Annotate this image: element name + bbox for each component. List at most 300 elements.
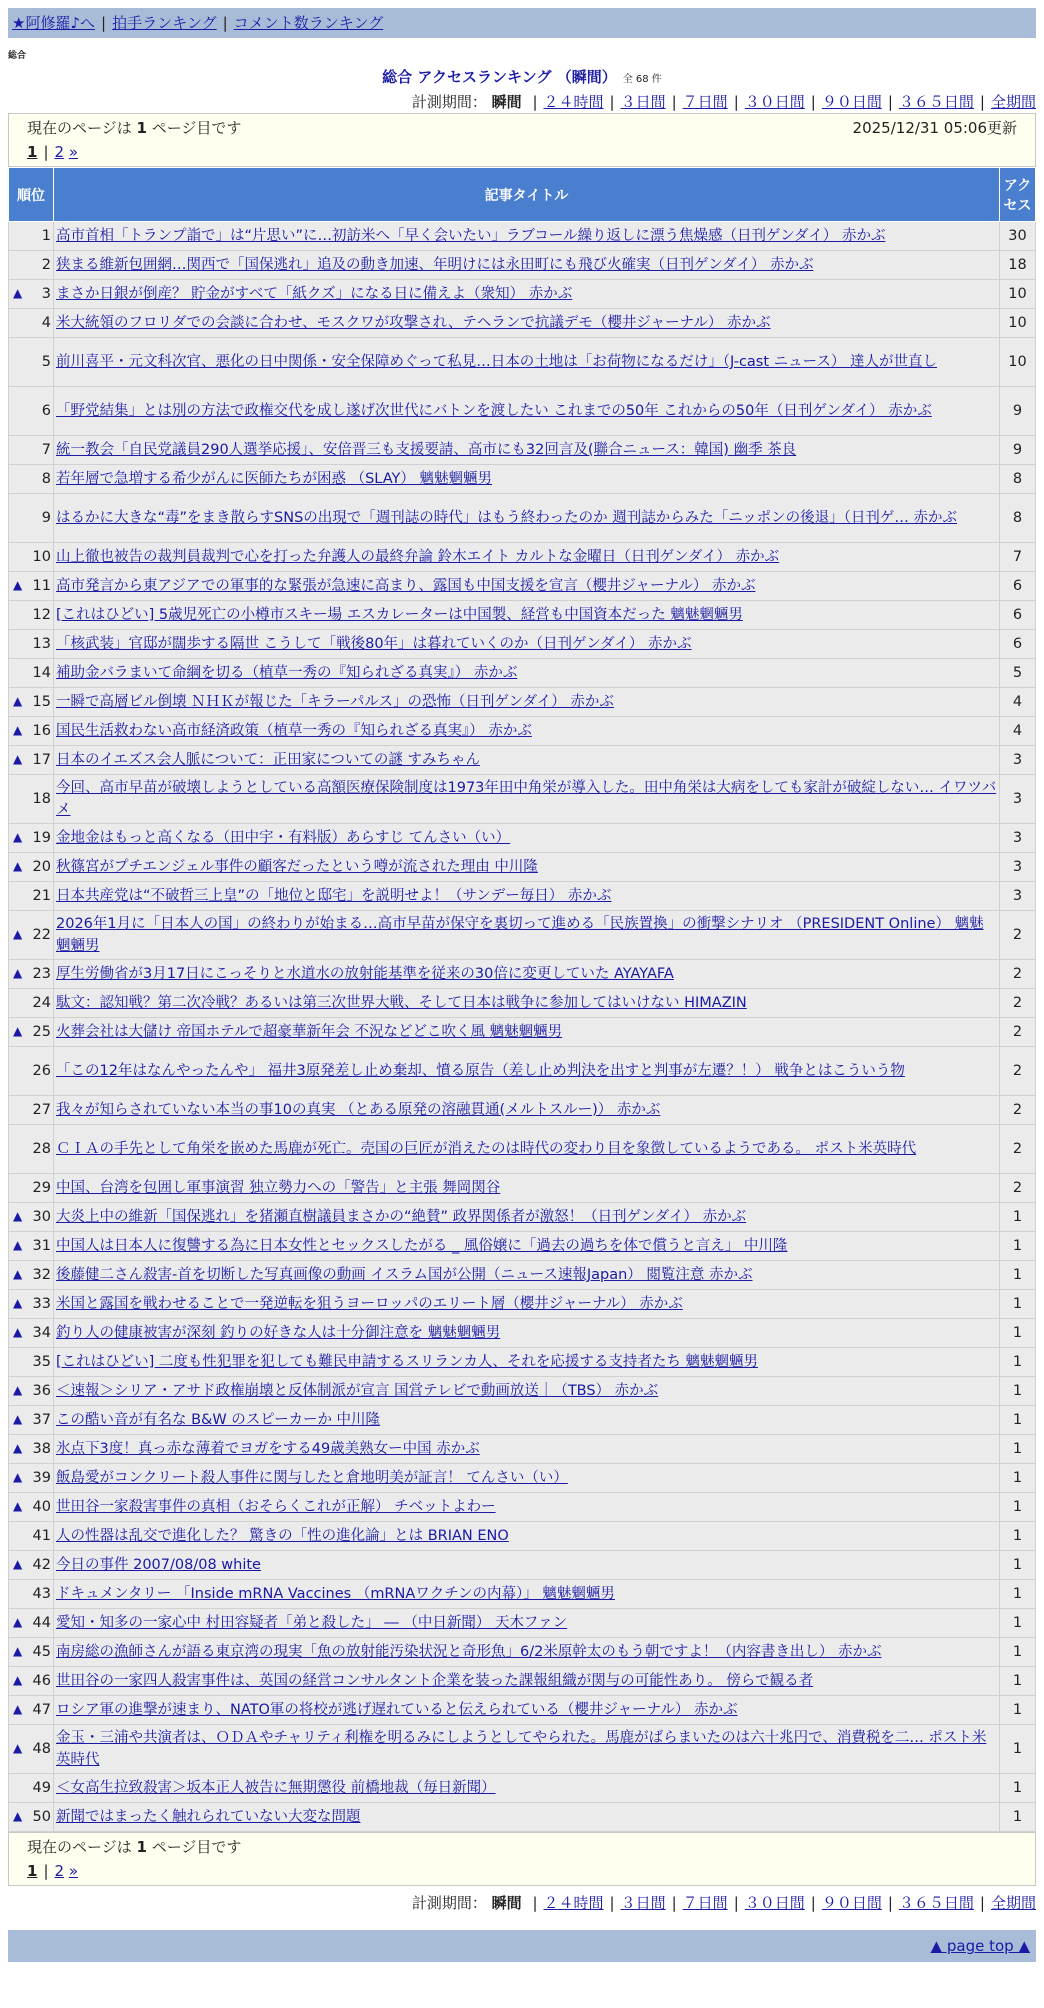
rank-number: 37: [32, 1412, 51, 1428]
rank-cell: [9, 1435, 54, 1464]
rank-cell: [9, 309, 54, 338]
table-row: [9, 222, 1036, 251]
table-row: [9, 387, 1036, 436]
article-link[interactable]: 若年層で急増する希少がんに医師たちが困惑 （SLAY） 魑魅魍魎男: [56, 471, 492, 487]
title-cell: [54, 1725, 1000, 1774]
rank-number: 21: [32, 888, 51, 904]
rank-cell: [9, 601, 54, 630]
access-count: 6: [1000, 630, 1036, 659]
rank-cell: [9, 280, 54, 309]
table-row: [9, 1174, 1036, 1203]
rank-number: 44: [32, 1615, 51, 1631]
article-link[interactable]: 米国と露国を戦わせることで一発逆転を狙うヨーロッパのエリート層（櫻井ジャーナル） 赤かぶ: [56, 1296, 683, 1312]
rank-cell: [9, 387, 54, 436]
article-link[interactable]: 前川喜平・元文科次官、悪化の日中関係・安全保障めぐって私見…日本の土地は「お荷物になるだけ」（J-cast ニュース） 達人が世直し: [56, 354, 938, 370]
rank-number: 2: [41, 257, 51, 273]
page-info-bottom: [8, 1832, 1036, 1886]
table-row: [9, 911, 1036, 960]
rank-number: 40: [32, 1499, 51, 1515]
access-count: 10: [1000, 309, 1036, 338]
article-link[interactable]: 駄文：認知戦？第二次冷戦？あるいは第三次世界大戦、そして日本は戦争に参加してはいけない HIMAZIN: [56, 995, 747, 1011]
article-link[interactable]: 飯島愛がコンクリート殺人事件に関与したと倉地明美が証言！ てんさい（い）: [56, 1470, 568, 1486]
up-arrow-icon: ▲: [13, 1702, 23, 1716]
rank-cell: [9, 882, 54, 911]
rank-number: 32: [32, 1267, 51, 1283]
period-current: 瞬間: [491, 1894, 522, 1912]
article-link[interactable]: 秋篠宮がプチエンジェル事件の顧客だったという噂が流された理由 中川隆: [56, 859, 538, 875]
rank-cell: [9, 1290, 54, 1319]
rank-number: 22: [32, 927, 51, 943]
access-count: 3: [1000, 746, 1036, 775]
period-link[interactable]: ２４時間: [543, 93, 604, 111]
rank-number: 36: [32, 1383, 51, 1399]
title-cell: [54, 1125, 1000, 1174]
table-row: [9, 309, 1036, 338]
title-cell: [54, 601, 1000, 630]
table-row: [9, 1096, 1036, 1125]
rank-number: 9: [41, 510, 51, 526]
access-count: 8: [1000, 494, 1036, 543]
rank-cell: [9, 1638, 54, 1667]
period-link[interactable]: 全期間: [990, 1894, 1036, 1912]
article-link[interactable]: 高市発言から東アジアでの軍事的な緊張が急速に高まり、露国も中国支援を宣言（櫻井ジャーナル） 赤かぶ: [56, 578, 756, 594]
footer-bar: [8, 1930, 1036, 1962]
title-cell: [54, 688, 1000, 717]
rank-cell: [9, 1125, 54, 1174]
period-sep: |: [979, 93, 985, 111]
table-row: [9, 824, 1036, 853]
access-count: 1: [1000, 1803, 1036, 1832]
updated-time: 2025/12/31 05:06更新: [852, 119, 1017, 137]
rank-number: 17: [32, 752, 51, 768]
table-row: [9, 717, 1036, 746]
nav-comments-link[interactable]: コメント数ランキング: [233, 14, 384, 32]
article-link[interactable]: 2026年1月に「日本人の国」の終わりが始まる…高市早苗が保守を裏切って進める「民族置換」の衝撃シナリオ （PRESIDENT Online） 魑魅魍魎男: [56, 916, 984, 954]
page-top-link[interactable]: ▲ page top ▲: [930, 1937, 1030, 1955]
table-row: [9, 989, 1036, 1018]
rank-number: 20: [32, 859, 51, 875]
rank-number: 6: [41, 403, 51, 419]
up-arrow-icon: ▲: [13, 578, 23, 592]
access-count: 1: [1000, 1522, 1036, 1551]
up-arrow-icon: ▲: [13, 1383, 23, 1397]
pager-page-2[interactable]: 2: [54, 143, 65, 161]
table-row: [9, 1551, 1036, 1580]
title-cell: [54, 824, 1000, 853]
rank-number: 8: [41, 471, 51, 487]
article-link[interactable]: 火葬会社は大儲け 帝国ホテルで超豪華新年会 不況などどこ吹く風 魑魅魍魎男: [56, 1024, 563, 1040]
article-link[interactable]: [これはひどい] 二度も性犯罪を犯しても難民申請するスリランカ人、それを応援する支持者たち 魑魅魍魎男: [56, 1354, 759, 1370]
article-link[interactable]: 今日の事件 2007/08/08 white: [56, 1557, 261, 1573]
period-sep: |: [887, 1894, 893, 1912]
page-title: [8, 66, 1036, 87]
article-link[interactable]: [これはひどい] 5歳児死亡の小樽市スキー場 エスカレーターは中国製、経営も中国資本だった 魑魅魍魎男: [56, 607, 743, 623]
rank-number: 43: [32, 1586, 51, 1602]
title-cell: [54, 1580, 1000, 1609]
rank-number: 33: [32, 1296, 51, 1312]
rank-number: 41: [32, 1528, 51, 1544]
table-row: [9, 1319, 1036, 1348]
rank-number: 30: [32, 1209, 51, 1225]
article-link[interactable]: 新聞ではまったく触れられていない大変な問題: [56, 1809, 361, 1825]
access-count: 1: [1000, 1232, 1036, 1261]
period-link[interactable]: ２４時間: [543, 1894, 604, 1912]
rank-cell: [9, 1696, 54, 1725]
access-count: 1: [1000, 1319, 1036, 1348]
up-arrow-icon: ▲: [13, 1325, 23, 1339]
rank-cell: [9, 1096, 54, 1125]
access-count: 18: [1000, 251, 1036, 280]
title-cell: [54, 465, 1000, 494]
rank-number: 26: [32, 1063, 51, 1079]
period-link[interactable]: ９０日間: [821, 93, 882, 111]
period-sep: |: [733, 1894, 739, 1912]
period-link[interactable]: ３日間: [620, 93, 666, 111]
rank-cell: [9, 775, 54, 824]
access-count: 4: [1000, 688, 1036, 717]
title-cell: [54, 911, 1000, 960]
rank-cell: [9, 688, 54, 717]
title-cell: [54, 1377, 1000, 1406]
up-arrow-icon: ▲: [13, 1644, 23, 1658]
table-row: [9, 494, 1036, 543]
title-cell: [54, 1464, 1000, 1493]
table-row: [9, 1464, 1036, 1493]
title-cell: [54, 387, 1000, 436]
table-row: [9, 1018, 1036, 1047]
rank-number: 16: [32, 723, 51, 739]
article-link[interactable]: 我々が知らされていない本当の事10の真実 （とある原発の溶融貫通(メルトスルー)） 赤かぶ: [56, 1102, 661, 1118]
rank-cell: [9, 1047, 54, 1096]
ranking-title: 総合 アクセスランキング （瞬間）: [382, 68, 617, 86]
article-link[interactable]: ＣＩＡの手先として角栄を嵌めた馬鹿が死亡。売国の巨匠が消えたのは時代の変わり目を象徴しているようである。 ポスト米英時代: [56, 1141, 917, 1157]
rank-number: 24: [32, 995, 51, 1011]
access-count: 8: [1000, 465, 1036, 494]
article-link[interactable]: 釣り人の健康被害が深刻 釣りの好きな人は十分御注意を 魑魅魍魎男: [56, 1325, 501, 1341]
access-count: 1: [1000, 1609, 1036, 1638]
period-label: 計測期間：: [411, 1894, 487, 1912]
table-row: [9, 746, 1036, 775]
rank-cell: [9, 1580, 54, 1609]
pager: 1 | 2 »: [27, 143, 79, 161]
title-cell: [54, 853, 1000, 882]
article-link[interactable]: 金玉・三浦や共演者は、ＯＤＡやチャリティ利権を明るみにしようとしてやられた。馬鹿がばらまいたのは六十兆円で、消費税を二… ポスト米英時代: [56, 1730, 987, 1768]
nav-applause-link[interactable]: 拍手ランキング: [112, 14, 217, 32]
period-sep: |: [810, 93, 816, 111]
access-count: 6: [1000, 601, 1036, 630]
rank-number: 31: [32, 1238, 51, 1254]
category-tag: 総合: [8, 51, 27, 61]
table-row: [9, 572, 1036, 601]
table-row: [9, 1803, 1036, 1832]
pager-current: 1: [27, 1862, 38, 1880]
title-cell: [54, 882, 1000, 911]
rank-cell: [9, 465, 54, 494]
rank-number: 23: [32, 966, 51, 982]
rank-cell: [9, 1667, 54, 1696]
rank-cell: [9, 1725, 54, 1774]
article-link[interactable]: 狭まる維新包囲網…関西で「国保逃れ」追及の動き加速、年明けには永田町にも飛び火確実（日刊ゲンダイ） 赤かぶ: [56, 257, 814, 273]
period-selector-bottom: [8, 1890, 1036, 1916]
pager-current: 1: [27, 143, 38, 161]
rank-cell: [9, 572, 54, 601]
article-link[interactable]: 大炎上中の維新「国保逃れ」を猪瀬直樹議員まさかの“絶賛” 政界関係者が激怒！（日刊ゲンダイ） 赤かぶ: [56, 1209, 747, 1225]
access-count: 3: [1000, 853, 1036, 882]
article-link[interactable]: 愛知・知多の一家心中 村田容疑者「弟と殺した」 ― （中日新聞） 天木ファン: [56, 1615, 568, 1631]
title-cell: [54, 1261, 1000, 1290]
article-link[interactable]: 「野党結集」とは別の方法で政権交代を成し遂げ次世代にバトンを渡したい これまでの50年 これからの50年（日刊ゲンダイ） 赤かぶ: [56, 403, 932, 419]
title-cell: [54, 1667, 1000, 1696]
article-link[interactable]: 氷点下3度！真っ赤な薄着でヨガをする49歳美熟女ー中国 赤かぶ: [56, 1441, 480, 1457]
rank-cell: [9, 659, 54, 688]
rank-cell: [9, 222, 54, 251]
table-row: [9, 1125, 1036, 1174]
access-count: 1: [1000, 1290, 1036, 1319]
table-row: [9, 1406, 1036, 1435]
period-link[interactable]: ３６５日間: [898, 1894, 974, 1912]
rank-cell: [9, 1203, 54, 1232]
rank-number: 3: [41, 286, 51, 302]
table-row: [9, 1290, 1036, 1319]
up-arrow-icon: ▲: [13, 859, 23, 873]
title-cell: [54, 1696, 1000, 1725]
table-row: [9, 960, 1036, 989]
access-count: 1: [1000, 1377, 1036, 1406]
access-count: 7: [1000, 543, 1036, 572]
rank-number: 11: [32, 578, 51, 594]
article-link[interactable]: 金地金はもっと高くなる（田中宇・有料版）あらすじ てんさい（い）: [56, 830, 511, 846]
page-status: 現在のページは 1 ページ目です: [27, 1838, 242, 1856]
access-count: 1: [1000, 1696, 1036, 1725]
access-count: 3: [1000, 775, 1036, 824]
table-row: [9, 251, 1036, 280]
table-row: [9, 1493, 1036, 1522]
article-link[interactable]: 国民生活救わない高市経済政策（植草一秀の『知られざる真実』） 赤かぶ: [56, 723, 532, 739]
article-link[interactable]: ロシア軍の進撃が速まり、NATO軍の将校が逃げ遅れていると伝えられている（櫻井ジャーナル） 赤かぶ: [56, 1702, 738, 1718]
access-count: 2: [1000, 989, 1036, 1018]
title-cell: [54, 280, 1000, 309]
up-arrow-icon: ▲: [13, 1209, 23, 1223]
rank-number: 50: [32, 1809, 51, 1825]
access-count: 10: [1000, 280, 1036, 309]
article-link[interactable]: 「この12年はなんやったんや」 福井3原発差し止め棄却、憤る原告（差し止め判決を出すと判事が左遷？！） 戦争とはこういう物: [56, 1063, 905, 1079]
table-row: [9, 1348, 1036, 1377]
rank-cell: [9, 1774, 54, 1803]
period-link[interactable]: ３０日間: [744, 93, 805, 111]
article-link[interactable]: 一瞬で高層ビル倒壊 ＮＨＫが報じた「キラーパルス」の恐怖（日刊ゲンダイ） 赤かぶ: [56, 694, 614, 710]
article-link[interactable]: 「核武装」官邸が闊歩する隔世 こうして「戦後80年」は暮れていくのか（日刊ゲンダイ） 赤かぶ: [56, 636, 692, 652]
table-row: [9, 882, 1036, 911]
access-count: 1: [1000, 1406, 1036, 1435]
article-link[interactable]: ドキュメンタリー 「Inside mRNA Vaccines （mRNAワクチンの内幕）」 魑魅魍魎男: [56, 1586, 615, 1602]
table-row: [9, 1638, 1036, 1667]
access-count: 30: [1000, 222, 1036, 251]
article-link[interactable]: まさか日銀が倒産？ 貯金がすべて「紙クズ」になる日に備えよ（衆知） 赤かぶ: [56, 286, 573, 302]
article-link[interactable]: 世田谷一家殺害事件の真相（おそらくこれが正解） チベットよわー: [56, 1499, 496, 1515]
period-sep: |: [733, 93, 739, 111]
title-cell: [54, 1232, 1000, 1261]
up-arrow-icon: ▲: [13, 1238, 23, 1252]
rank-number: 28: [32, 1141, 51, 1157]
title-cell: [54, 1774, 1000, 1803]
pager-next[interactable]: »: [68, 1862, 79, 1880]
access-count: 1: [1000, 1725, 1036, 1774]
table-row: [9, 1696, 1036, 1725]
up-arrow-icon: ▲: [13, 694, 23, 708]
article-link[interactable]: 高市首相「トランプ詣で」は“片思い”に…初訪米へ「早く会いたい」ラブコール繰り返しに漂う焦燥感（日刊ゲンダイ） 赤かぶ: [56, 228, 886, 244]
rank-cell: [9, 338, 54, 387]
table-row: [9, 1522, 1036, 1551]
up-arrow-icon: ▲: [13, 1615, 23, 1629]
rank-cell: [9, 1319, 54, 1348]
period-link[interactable]: ７日間: [682, 93, 728, 111]
item-count: 全 68 件: [622, 74, 662, 85]
up-arrow-icon: ▲: [13, 1673, 23, 1687]
article-link[interactable]: 中国、台湾を包囲し軍事演習 独立勢力への「警告」と主張 舞岡関谷: [56, 1180, 501, 1196]
title-cell: [54, 717, 1000, 746]
up-arrow-icon: ▲: [13, 966, 23, 980]
title-cell: [54, 1096, 1000, 1125]
access-count: 1: [1000, 1261, 1036, 1290]
up-arrow-icon: ▲: [13, 1412, 23, 1426]
article-link[interactable]: ＜女高生拉致殺害＞坂本正人被告に無期懲役 前橋地裁（毎日新聞）: [56, 1780, 496, 1796]
article-link[interactable]: 米大統領のフロリダでの会談に合わせ、モスクワが攻撃され、テヘランで抗議デモ（櫻井ジャーナル） 赤かぶ: [56, 315, 771, 331]
rank-number: 15: [32, 694, 51, 710]
title-cell: [54, 572, 1000, 601]
table-row: [9, 338, 1036, 387]
rank-number: 12: [32, 607, 51, 623]
rank-cell: [9, 746, 54, 775]
rank-cell: [9, 1464, 54, 1493]
article-link[interactable]: 統一教会「自民党議員290人選挙応援」、安倍晋三も支援要請、高市にも32回言及(聯合ニュース：韓国) 幽季 茶良: [56, 442, 797, 458]
title-cell: [54, 1638, 1000, 1667]
page-info-top: [8, 113, 1036, 167]
rank-cell: [9, 1803, 54, 1832]
table-header-row: [9, 168, 1036, 222]
rank-cell: [9, 1609, 54, 1638]
rank-number: 35: [32, 1354, 51, 1370]
title-cell: [54, 1203, 1000, 1232]
title-cell: [54, 309, 1000, 338]
article-link[interactable]: 南房総の漁師さんが語る東京湾の現実「魚の放射能汚染状況と奇形魚」6/2米原幹太のもう朝ですよ！（内容書き出し） 赤かぶ: [56, 1644, 882, 1660]
article-link[interactable]: 日本共産党は“不破哲三上皇”の「地位と邸宅」を説明せよ！（サンデー毎日） 赤かぶ: [56, 888, 612, 904]
pager-page-2[interactable]: 2: [54, 1862, 65, 1880]
period-link[interactable]: 全期間: [990, 93, 1036, 111]
period-sep: |: [532, 93, 538, 111]
title-cell: [54, 1290, 1000, 1319]
access-count: 2: [1000, 1174, 1036, 1203]
access-count: 1: [1000, 1203, 1036, 1232]
access-count: 4: [1000, 717, 1036, 746]
title-cell: [54, 960, 1000, 989]
rank-number: 19: [32, 830, 51, 846]
access-count: 9: [1000, 387, 1036, 436]
rank-number: 48: [32, 1741, 51, 1757]
period-sep: |: [671, 1894, 677, 1912]
title-cell: [54, 1174, 1000, 1203]
article-link[interactable]: 補助金バラまいて命綱を切る（植草一秀の『知られざる真実』） 赤かぶ: [56, 665, 518, 681]
table-row: [9, 630, 1036, 659]
rank-cell: [9, 630, 54, 659]
rank-number: 49: [32, 1780, 51, 1796]
article-link[interactable]: 世田谷の一家四人殺害事件は、英国の経営コンサルタント企業を装った課報組織が関与の可能性あり。 傍らで観る者: [56, 1673, 814, 1689]
period-link[interactable]: ７日間: [682, 1894, 728, 1912]
nav-home-link[interactable]: ★阿修羅♪へ: [12, 14, 96, 32]
up-arrow-icon: ▲: [13, 1809, 23, 1823]
rank-cell: [9, 543, 54, 572]
rank-number: 14: [32, 665, 51, 681]
rank-cell: [9, 436, 54, 465]
rank-cell: [9, 717, 54, 746]
period-link[interactable]: ３日間: [620, 1894, 666, 1912]
access-count: 10: [1000, 338, 1036, 387]
article-link[interactable]: この酷い音が有名な B&W のスピーカーか 中川隆: [56, 1412, 381, 1428]
article-link[interactable]: 人の性器は乱交で進化した？ 驚きの「性の進化論」とは BRIAN ENO: [56, 1528, 509, 1544]
article-link[interactable]: 中国人は日本人に復讐する為に日本女性とセックスしたがる _ 風俗嬢に「過去の過ちを体で償うと言え」 中川隆: [56, 1238, 788, 1254]
period-sep: |: [609, 93, 615, 111]
header-access: アクセス: [1000, 168, 1036, 222]
up-arrow-icon: ▲: [13, 1470, 23, 1484]
rank-cell: [9, 989, 54, 1018]
rank-cell: [9, 1018, 54, 1047]
period-sep: |: [979, 1894, 985, 1912]
article-link[interactable]: はるかに大きな“毒”をまき散らすSNSの出現で「週刊誌の時代」はもう終わったのか 週刊誌からみた「ニッポンの後退」（日刊ゲ… 赤かぶ: [56, 510, 958, 526]
period-links: [526, 93, 1036, 111]
rank-number: 18: [32, 791, 51, 807]
pager: 1 | 2 »: [27, 1862, 79, 1880]
header-title: 記事タイトル: [54, 168, 1000, 222]
up-arrow-icon: ▲: [13, 723, 23, 737]
header-rank: 順位: [9, 168, 54, 222]
article-link[interactable]: ＜速報＞シリア・アサド政権崩壊と反体制派が宣言 国営テレビで動画放送｜（TBS） 赤かぶ: [56, 1383, 659, 1399]
period-link[interactable]: ３０日間: [744, 1894, 805, 1912]
title-cell: [54, 1609, 1000, 1638]
article-link[interactable]: 後藤健二さん殺害-首を切断した写真画像の動画 イスラム国が公開（ニュース速報Japan） 閲覧注意 赤かぶ: [56, 1267, 753, 1283]
period-link[interactable]: ３６５日間: [898, 93, 974, 111]
table-row: [9, 465, 1036, 494]
table-row: [9, 1047, 1036, 1096]
up-arrow-icon: ▲: [13, 830, 23, 844]
table-row: [9, 543, 1036, 572]
title-cell: [54, 630, 1000, 659]
rank-cell: [9, 494, 54, 543]
article-link[interactable]: 今回、高市早苗が破壊しようとしている高額医療保険制度は1973年田中角栄が導入した。田中角栄は大病をしても家計が破綻しない… イワツバメ: [56, 780, 997, 818]
period-sep: |: [609, 1894, 615, 1912]
title-cell: [54, 494, 1000, 543]
access-count: 1: [1000, 1774, 1036, 1803]
table-row: [9, 601, 1036, 630]
title-cell: [54, 775, 1000, 824]
up-arrow-icon: ▲: [13, 1441, 23, 1455]
rank-number: 45: [32, 1644, 51, 1660]
article-link[interactable]: 日本のイエズス会人脈について：正田家についての謎 すみちゃん: [56, 752, 480, 768]
article-link[interactable]: 山上徹也被告の裁判員裁判で心を打った弁護人の最終弁論 鈴木エイト カルトな金曜日（日刊ゲンダイ） 赤かぶ: [56, 549, 780, 565]
title-cell: [54, 251, 1000, 280]
access-count: 1: [1000, 1435, 1036, 1464]
pager-next[interactable]: »: [68, 143, 79, 161]
period-link[interactable]: ９０日間: [821, 1894, 882, 1912]
title-cell: [54, 338, 1000, 387]
rank-number: 5: [41, 354, 51, 370]
table-row: [9, 853, 1036, 882]
access-count: 2: [1000, 1096, 1036, 1125]
article-link[interactable]: 厚生労働省が3月17日にこっそりと水道水の放射能基準を従来の30倍に変更していた AYAYAFA: [56, 966, 674, 982]
up-arrow-icon: ▲: [13, 927, 23, 941]
rank-cell: [9, 1261, 54, 1290]
access-count: 2: [1000, 911, 1036, 960]
access-count: 2: [1000, 1047, 1036, 1096]
rank-cell: [9, 1551, 54, 1580]
